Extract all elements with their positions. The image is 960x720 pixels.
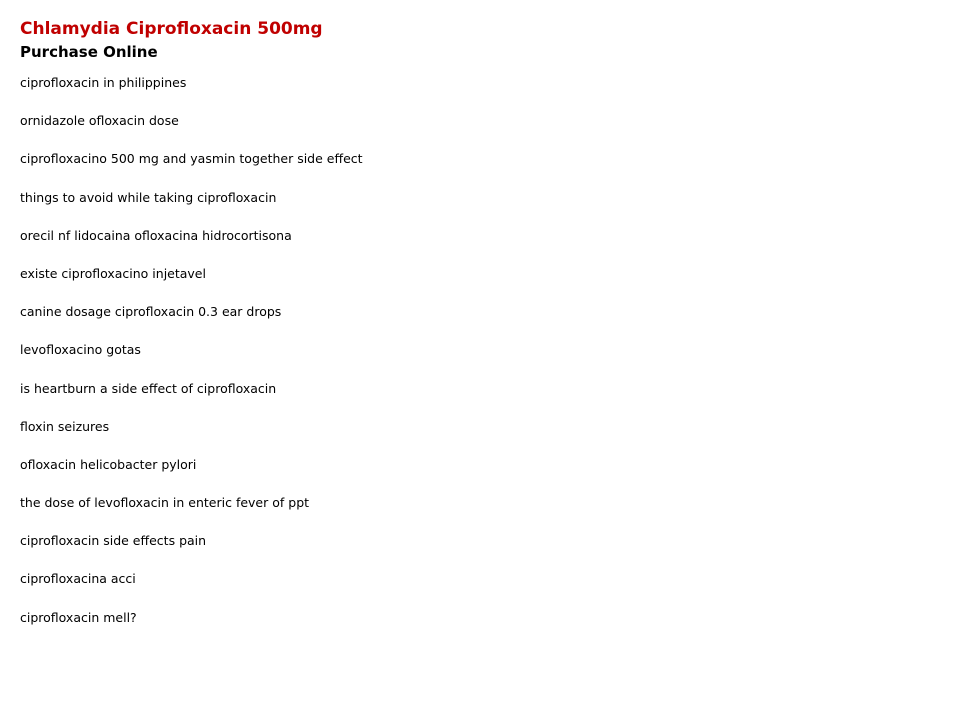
list-item: ciprofloxacin side effects pain bbox=[20, 533, 207, 549]
list-item: ciprofloxacina acci bbox=[20, 571, 136, 587]
page-title: Chlamydia Ciprofloxacin 500mg bbox=[20, 19, 323, 39]
list-item: ciprofloxacino 500 mg and yasmin together side effect bbox=[20, 151, 363, 167]
list-item: things to avoid while taking ciprofloxacin bbox=[20, 189, 277, 205]
list-item: levofloxacino gotas bbox=[20, 342, 141, 358]
list-item: is heartburn a side effect of ciprofloxacin bbox=[20, 380, 277, 396]
list-item: ciprofloxacin in philippines bbox=[20, 75, 187, 90]
topic-list bbox=[20, 64, 363, 637]
list-item: existe ciprofloxacino injetavel bbox=[20, 265, 206, 281]
list-item: orecil nf lidocaina ofloxacina hidrocortisona bbox=[20, 227, 292, 243]
list-item: ciprofloxacin mell? bbox=[20, 609, 137, 625]
list-item: the dose of levofloxacin in enteric fever of ppt bbox=[20, 495, 310, 511]
page-subtitle: Purchase Online bbox=[20, 43, 158, 61]
list-item: ornidazole ofloxacin dose bbox=[20, 113, 179, 129]
list-item: floxin seizures bbox=[20, 418, 110, 434]
list-item: ofloxacin helicobacter pylori bbox=[20, 456, 197, 472]
list-item: canine dosage ciprofloxacin 0.3 ear drops bbox=[20, 304, 282, 320]
document-page bbox=[20, 16, 940, 625]
